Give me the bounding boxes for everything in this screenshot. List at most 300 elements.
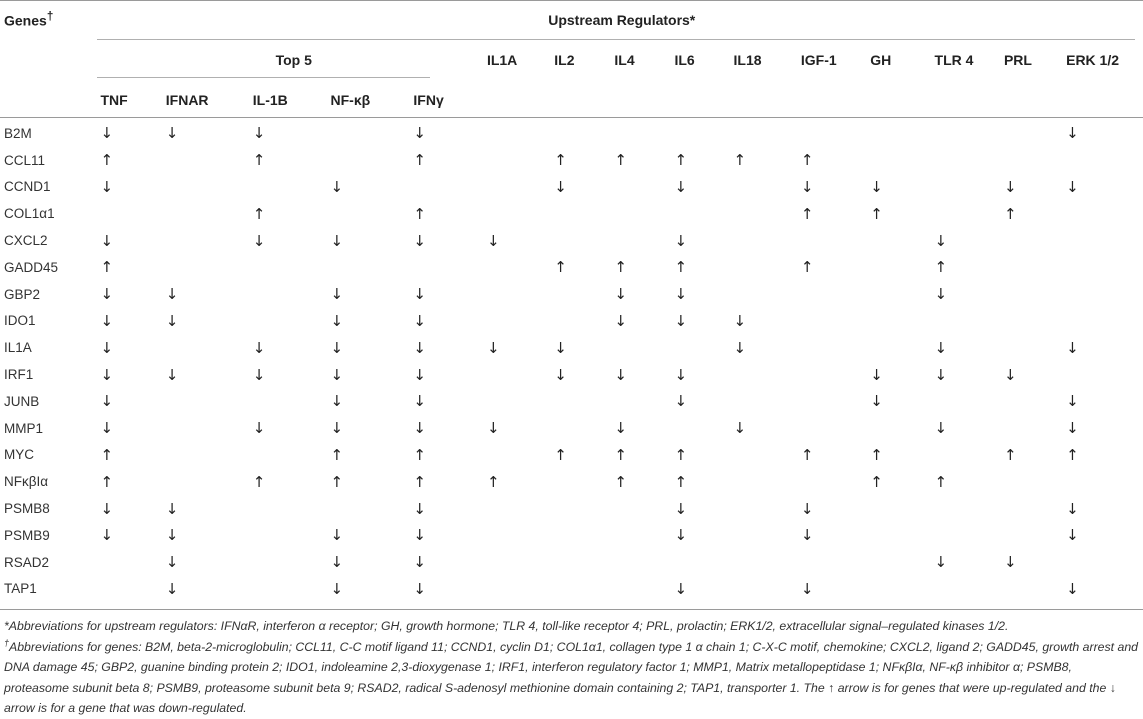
gene-name: GADD45 [4, 259, 59, 275]
empty-cell [487, 361, 554, 388]
empty-cell [487, 200, 554, 227]
gene-name: CCL11 [4, 152, 46, 168]
empty-cell [734, 549, 801, 576]
down-arrow-icon: ↓ [413, 285, 426, 304]
empty-cell [1066, 361, 1143, 388]
empty-cell [870, 549, 934, 576]
down-arrow-icon: ↓ [100, 365, 114, 384]
down-arrow-icon: ↓ [674, 285, 688, 304]
up-arrow-icon: ↑ [554, 445, 567, 464]
down-arrow-icon: ↓ [252, 231, 266, 250]
down-arrow-icon: ↓ [165, 499, 179, 518]
gene-name: CXCL2 [4, 233, 48, 249]
empty-cell [935, 200, 1004, 227]
down-arrow-icon: ↓ [330, 579, 344, 598]
down-arrow-icon: ↓ [100, 419, 114, 438]
down-arrow-icon: ↓ [1003, 553, 1017, 572]
empty-cell [253, 442, 331, 469]
up-arrow-icon: ↑ [554, 151, 567, 170]
table-row [0, 227, 1143, 254]
empty-cell [487, 254, 554, 281]
down-arrow-icon: ↓ [330, 231, 344, 250]
table-row [0, 442, 1143, 469]
empty-cell [870, 495, 934, 522]
down-arrow-icon: ↓ [800, 177, 814, 196]
up-arrow-icon: ↑ [674, 258, 688, 277]
empty-cell [101, 576, 166, 603]
empty-cell [487, 522, 554, 549]
up-arrow-icon: ↑ [674, 472, 688, 491]
table-footnote [4, 616, 1140, 719]
down-arrow-icon: ↓ [934, 338, 948, 357]
empty-cell [870, 281, 934, 308]
empty-cell [734, 576, 801, 603]
down-arrow-icon: ↓ [330, 526, 344, 545]
column-header-prl: PRL [1003, 52, 1032, 68]
column-header-il2: IL2 [554, 52, 575, 68]
footnote-gene-text: Abbreviations for genes: B2M, beta-2-microglobulin; CCL11, C-C motif ligand 11; CCND1, cyclin D1; COL1α1, collagen type 1 α chain 1; C-X-C motif, chemokine; CXCL2, ligand 2; GADD45, growth arrest and DNA damage 45; GBP2, guanine binding protein 2; IDO1, indoleamine 2,3-dioxygenase 1; IRF1, interferon regulatory factor 1; MMP1, Matrix metallopeptidase 1; NFκβIα, NF-κβ inhibitor α; PSMB8, proteasome subunit beta 8; PSMB9, proteasome subunit beta 9; RSAD2, radical S-adenosyl methionine domain containing 2; TAP1, transporter 1. The ↑ arrow is for genes that were up-regulated and the ↓ arrow is for a gene that was down-regulated. [4, 639, 1139, 715]
down-arrow-icon: ↓ [1066, 579, 1079, 598]
empty-cell [253, 281, 331, 308]
gene-name: IRF1 [4, 367, 34, 383]
empty-cell [935, 147, 1004, 174]
empty-cell [935, 495, 1004, 522]
down-arrow-icon: ↓ [165, 365, 179, 384]
gene-name: COL1α1 [4, 206, 55, 222]
empty-cell [801, 281, 870, 308]
empty-cell [870, 120, 934, 147]
empty-cell [734, 281, 801, 308]
empty-cell [614, 576, 674, 603]
up-arrow-icon: ↑ [934, 472, 948, 491]
down-arrow-icon: ↓ [413, 553, 426, 572]
down-arrow-icon: ↓ [1066, 177, 1079, 196]
table-row [0, 388, 1143, 415]
table-bottom-rule [0, 609, 1143, 610]
column-header-igf-1: IGF-1 [800, 52, 837, 68]
empty-cell [801, 468, 870, 495]
down-arrow-icon: ↓ [252, 419, 266, 438]
empty-cell [801, 388, 870, 415]
empty-cell [734, 227, 801, 254]
down-arrow-icon: ↓ [100, 311, 114, 330]
empty-cell [487, 549, 554, 576]
empty-cell [554, 200, 614, 227]
empty-cell [554, 495, 614, 522]
up-arrow-icon: ↑ [934, 258, 948, 277]
down-arrow-icon: ↓ [165, 553, 179, 572]
empty-cell [1066, 468, 1143, 495]
down-arrow-icon: ↓ [1066, 499, 1079, 518]
empty-cell [734, 174, 801, 201]
table-row [0, 120, 1143, 147]
empty-cell [614, 495, 674, 522]
empty-cell [870, 227, 934, 254]
down-arrow-icon: ↓ [486, 231, 500, 250]
down-arrow-icon: ↓ [330, 553, 344, 572]
down-arrow-icon: ↓ [100, 177, 114, 196]
down-arrow-icon: ↓ [1066, 392, 1079, 411]
down-arrow-icon: ↓ [554, 177, 567, 196]
down-arrow-icon: ↓ [1066, 526, 1079, 545]
empty-cell [734, 388, 801, 415]
down-arrow-icon: ↓ [674, 311, 688, 330]
empty-cell [487, 120, 554, 147]
down-arrow-icon: ↓ [413, 419, 426, 438]
column-header-tlr-4: TLR 4 [934, 52, 974, 68]
table-row [0, 308, 1143, 335]
table-row [0, 468, 1143, 495]
table-row [0, 361, 1143, 388]
empty-cell [935, 174, 1004, 201]
up-arrow-icon: ↑ [733, 151, 747, 170]
table-row [0, 576, 1143, 603]
down-arrow-icon: ↓ [1066, 338, 1079, 357]
empty-cell [801, 415, 870, 442]
down-arrow-icon: ↓ [674, 526, 688, 545]
empty-cell [554, 576, 614, 603]
empty-cell [870, 576, 934, 603]
empty-cell [1004, 334, 1066, 361]
empty-cell [674, 549, 733, 576]
empty-cell [614, 522, 674, 549]
down-arrow-icon: ↓ [330, 419, 344, 438]
empty-cell [935, 442, 1004, 469]
down-arrow-icon: ↓ [800, 579, 814, 598]
empty-cell [614, 174, 674, 201]
gene-name: NFκβIα [4, 474, 49, 490]
down-arrow-icon: ↓ [934, 365, 948, 384]
empty-cell [674, 200, 733, 227]
up-arrow-icon: ↑ [614, 151, 627, 170]
down-arrow-icon: ↓ [330, 311, 344, 330]
empty-cell [1004, 120, 1066, 147]
column-header-il6: IL6 [674, 52, 695, 68]
gene-name: RSAD2 [4, 554, 50, 570]
down-arrow-icon: ↓ [413, 526, 426, 545]
empty-cell [734, 442, 801, 469]
empty-cell [487, 174, 554, 201]
empty-cell [734, 522, 801, 549]
empty-cell [166, 468, 253, 495]
empty-cell [614, 200, 674, 227]
down-arrow-icon: ↓ [413, 124, 426, 143]
up-arrow-icon: ↑ [100, 472, 114, 491]
down-arrow-icon: ↓ [165, 311, 179, 330]
down-arrow-icon: ↓ [674, 177, 688, 196]
empty-cell [1066, 227, 1143, 254]
empty-cell [1066, 549, 1143, 576]
empty-cell [166, 254, 253, 281]
empty-cell [935, 522, 1004, 549]
empty-cell [1066, 147, 1143, 174]
empty-cell [870, 415, 934, 442]
up-arrow-icon: ↑ [100, 445, 114, 464]
empty-cell [1004, 227, 1066, 254]
down-arrow-icon: ↓ [1066, 419, 1079, 438]
down-arrow-icon: ↓ [330, 392, 344, 411]
down-arrow-icon: ↓ [614, 285, 627, 304]
empty-cell [331, 147, 414, 174]
empty-cell [614, 334, 674, 361]
empty-cell [734, 200, 801, 227]
genes-dagger-mark: † [46, 10, 54, 23]
up-arrow-icon: ↑ [1066, 445, 1079, 464]
gene-name: TAP1 [4, 581, 37, 597]
up-arrow-icon: ↑ [486, 472, 500, 491]
empty-cell [614, 549, 674, 576]
empty-cell [674, 334, 733, 361]
empty-cell [614, 120, 674, 147]
down-arrow-icon: ↓ [413, 231, 426, 250]
empty-cell [1004, 254, 1066, 281]
down-arrow-icon: ↓ [330, 285, 344, 304]
down-arrow-icon: ↓ [413, 392, 426, 411]
up-arrow-icon: ↑ [413, 445, 426, 464]
empty-cell [166, 200, 253, 227]
down-arrow-icon: ↓ [614, 419, 627, 438]
empty-cell [734, 495, 801, 522]
upstream-regulators-header: Upstream Regulators* [548, 12, 696, 28]
up-arrow-icon: ↑ [800, 445, 814, 464]
empty-cell [870, 334, 934, 361]
down-arrow-icon: ↓ [100, 338, 114, 357]
empty-cell [487, 281, 554, 308]
down-arrow-icon: ↓ [165, 285, 179, 304]
empty-cell [166, 334, 253, 361]
down-arrow-icon: ↓ [800, 526, 814, 545]
table-row [0, 147, 1143, 174]
up-arrow-icon: ↑ [100, 151, 114, 170]
empty-cell [166, 388, 253, 415]
empty-cell [1004, 147, 1066, 174]
up-arrow-icon: ↑ [800, 151, 814, 170]
gene-name: PSMB9 [4, 527, 50, 543]
empty-cell [166, 174, 253, 201]
empty-cell [801, 334, 870, 361]
down-arrow-icon: ↓ [674, 579, 688, 598]
column-header-top5-0: TNF [100, 92, 128, 108]
down-arrow-icon: ↓ [733, 311, 747, 330]
up-arrow-icon: ↑ [252, 151, 266, 170]
table-row [0, 174, 1143, 201]
empty-cell [331, 120, 414, 147]
gene-name: JUNB [4, 393, 40, 409]
empty-cell [1004, 495, 1066, 522]
footnote-dagger-mark: † [4, 637, 10, 648]
up-arrow-icon: ↑ [674, 445, 688, 464]
empty-cell [166, 442, 253, 469]
up-arrow-icon: ↑ [252, 472, 266, 491]
empty-cell [935, 388, 1004, 415]
empty-cell [554, 308, 614, 335]
empty-cell [801, 549, 870, 576]
empty-cell [674, 415, 733, 442]
empty-cell [801, 361, 870, 388]
down-arrow-icon: ↓ [486, 419, 500, 438]
up-arrow-icon: ↑ [413, 151, 426, 170]
down-arrow-icon: ↓ [100, 231, 114, 250]
down-arrow-icon: ↓ [330, 177, 344, 196]
empty-cell [870, 308, 934, 335]
empty-cell [674, 120, 733, 147]
empty-cell [253, 576, 331, 603]
empty-cell [1004, 308, 1066, 335]
table-row [0, 415, 1143, 442]
down-arrow-icon: ↓ [413, 499, 426, 518]
empty-cell [801, 227, 870, 254]
empty-cell [614, 227, 674, 254]
empty-cell [554, 549, 614, 576]
down-arrow-icon: ↓ [165, 124, 179, 143]
down-arrow-icon: ↓ [870, 392, 883, 411]
empty-cell [870, 522, 934, 549]
empty-cell [1066, 254, 1143, 281]
empty-cell [253, 308, 331, 335]
down-arrow-icon: ↓ [934, 419, 948, 438]
empty-cell [870, 254, 934, 281]
empty-cell [1004, 415, 1066, 442]
down-arrow-icon: ↓ [413, 338, 426, 357]
table-row [0, 549, 1143, 576]
down-arrow-icon: ↓ [413, 311, 426, 330]
gene-name: GBP2 [4, 286, 41, 302]
down-arrow-icon: ↓ [1003, 177, 1017, 196]
down-arrow-icon: ↓ [674, 392, 688, 411]
empty-cell [487, 576, 554, 603]
down-arrow-icon: ↓ [330, 365, 344, 384]
empty-cell [734, 120, 801, 147]
down-arrow-icon: ↓ [252, 338, 266, 357]
empty-cell [166, 415, 253, 442]
up-arrow-icon: ↑ [330, 472, 344, 491]
empty-cell [801, 120, 870, 147]
empty-cell [487, 147, 554, 174]
down-arrow-icon: ↓ [100, 526, 114, 545]
empty-cell [331, 254, 414, 281]
down-arrow-icon: ↓ [934, 285, 948, 304]
gene-name: PSMB8 [4, 501, 50, 517]
footnote-upstream-abbreviations: *Abbreviations for upstream regulators: IFNαR, interferon α receptor; GH, growth hormone; TLR 4, toll-like receptor 4; PRL, prolactin; ERK1/2, extracellular signal–regulated kinases 1/2. [4, 619, 1009, 633]
empty-cell [554, 120, 614, 147]
genes-header: Genes† [4, 10, 54, 29]
table-row [0, 495, 1143, 522]
down-arrow-icon: ↓ [413, 365, 426, 384]
down-arrow-icon: ↓ [674, 365, 688, 384]
down-arrow-icon: ↓ [100, 124, 114, 143]
empty-cell [1066, 281, 1143, 308]
empty-cell [734, 468, 801, 495]
up-arrow-icon: ↑ [1003, 445, 1017, 464]
empty-cell [166, 227, 253, 254]
gene-name: IDO1 [4, 313, 36, 329]
empty-cell [487, 308, 554, 335]
empty-cell [614, 388, 674, 415]
column-header-il1a: IL1A [486, 52, 518, 68]
column-header-top5-1: IFNAR [165, 92, 209, 108]
down-arrow-icon: ↓ [413, 579, 426, 598]
down-arrow-icon: ↓ [733, 419, 747, 438]
column-header-erk-1-2: ERK 1/2 [1066, 52, 1120, 68]
empty-cell [253, 549, 331, 576]
empty-cell [101, 549, 166, 576]
down-arrow-icon: ↓ [733, 338, 747, 357]
up-arrow-icon: ↑ [870, 472, 883, 491]
up-arrow-icon: ↑ [870, 445, 883, 464]
empty-cell [1004, 522, 1066, 549]
column-header-top5-4: IFNγ [413, 92, 444, 108]
empty-cell [801, 308, 870, 335]
empty-cell [734, 361, 801, 388]
up-arrow-icon: ↑ [330, 445, 344, 464]
table-row [0, 281, 1143, 308]
down-arrow-icon: ↓ [330, 338, 344, 357]
up-arrow-icon: ↑ [614, 472, 627, 491]
empty-cell [554, 415, 614, 442]
up-arrow-icon: ↑ [614, 445, 627, 464]
up-arrow-icon: ↑ [800, 204, 814, 223]
empty-cell [935, 576, 1004, 603]
column-header-gh: GH [870, 52, 892, 68]
down-arrow-icon: ↓ [554, 338, 567, 357]
empty-cell [487, 495, 554, 522]
empty-cell [253, 254, 331, 281]
empty-cell [1004, 468, 1066, 495]
down-arrow-icon: ↓ [100, 392, 114, 411]
gene-name: MMP1 [4, 420, 44, 436]
up-arrow-icon: ↑ [870, 204, 883, 223]
column-header-top5-2: IL-1B [252, 92, 288, 108]
empty-cell [1004, 388, 1066, 415]
up-arrow-icon: ↑ [614, 258, 627, 277]
up-arrow-icon: ↑ [252, 204, 266, 223]
down-arrow-icon: ↓ [252, 365, 266, 384]
down-arrow-icon: ↓ [800, 499, 814, 518]
empty-cell [554, 281, 614, 308]
table-row [0, 522, 1143, 549]
down-arrow-icon: ↓ [252, 124, 266, 143]
down-arrow-icon: ↓ [1003, 365, 1017, 384]
empty-cell [554, 227, 614, 254]
table-row [0, 200, 1143, 227]
empty-cell [1004, 576, 1066, 603]
empty-cell [253, 174, 331, 201]
gene-name: B2M [4, 125, 32, 141]
down-arrow-icon: ↓ [1066, 124, 1079, 143]
column-header-il18: IL18 [733, 52, 762, 68]
empty-cell [1066, 308, 1143, 335]
empty-cell [554, 522, 614, 549]
down-arrow-icon: ↓ [870, 365, 883, 384]
down-arrow-icon: ↓ [934, 231, 948, 250]
footnote-gene-abbreviations [4, 637, 1140, 719]
empty-cell [166, 147, 253, 174]
down-arrow-icon: ↓ [614, 311, 627, 330]
empty-cell [253, 388, 331, 415]
empty-cell [413, 174, 487, 201]
top5-header: Top 5 [275, 52, 312, 68]
up-arrow-icon: ↑ [800, 258, 814, 277]
down-arrow-icon: ↓ [165, 579, 179, 598]
empty-cell [253, 495, 331, 522]
column-header-il4: IL4 [614, 52, 635, 68]
gene-name: CCND1 [4, 179, 51, 195]
gene-name: MYC [4, 447, 34, 463]
empty-cell [870, 147, 934, 174]
up-arrow-icon: ↑ [100, 258, 114, 277]
gene-name: IL1A [4, 340, 32, 356]
empty-cell [554, 388, 614, 415]
